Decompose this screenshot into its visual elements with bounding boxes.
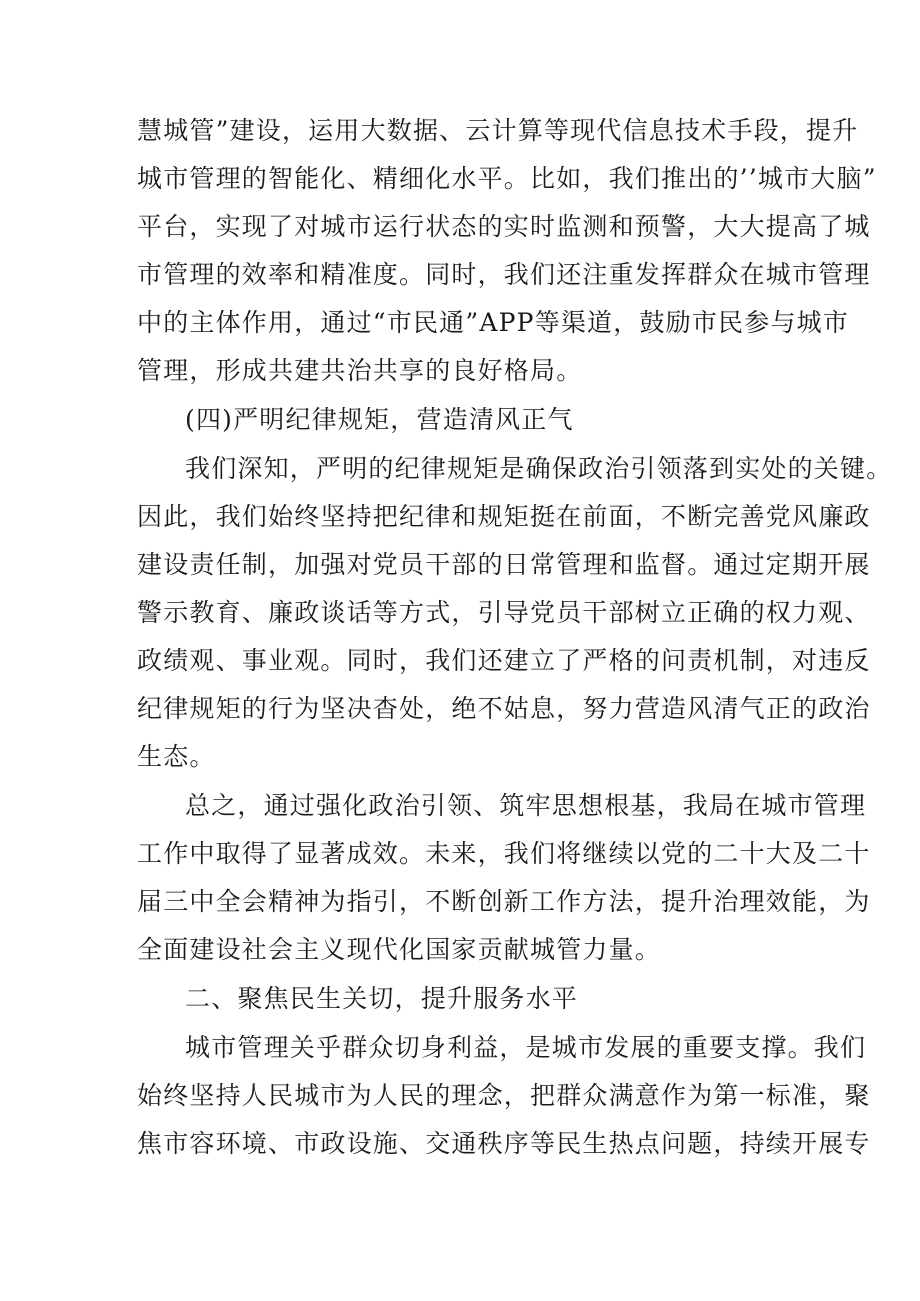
text-line: 中的主体作用，通过“市民通”APP等渠道，鼓励市民参与城市	[137, 308, 850, 337]
text-line: 届三中全会精神为指引，不断创新工作方法，提升治理效能，为	[137, 887, 871, 916]
text-line: 始终坚持人民城市为人民的理念，把群众满意作为第一标准，聚	[137, 1081, 871, 1110]
text-line: 纪律规矩的行为坚决杳处，绝不姑息，努力营造风清气正的政治	[137, 694, 871, 723]
text-line: 政绩观、事业观。同时，我们还建立了严格的问责机制，对违反	[137, 646, 871, 675]
text-line: 警示教育、廉政谈话等方式，引导党员干部树立正确的权力观、	[137, 598, 871, 627]
text-line: 工作中取得了显著成效。未来，我们将继续以党的二十大及二十	[137, 839, 871, 868]
paragraph-first-line: 城市管理关乎群众切身利益，是城市发展的重要支撑。我们	[185, 1033, 867, 1062]
text-line: 市管理的效率和精准度。同时，我们还注重发挥群众在城市管理	[137, 260, 871, 289]
text-line: 焦市容环境、市政设施、交通秩序等民生热点问题，持续开展专	[137, 1129, 871, 1158]
text-line: 管理，形成共建共治共享的良好格局。	[137, 356, 583, 385]
text-line: 平台，实现了对城市运行状态的实时监测和预警，大大提高了城	[137, 212, 871, 241]
paragraph-first-line: 我们深知，严明的纪律规矩是确保政治引领落到实处的关键。	[185, 454, 893, 483]
text-line: 慧城管”建设，运用大数据、云计算等现代信息技术手段，提升	[137, 116, 859, 145]
paragraph-first-line: 总之，通过强化政治引领、筑牢思想根基，我局在城市管理	[185, 791, 867, 820]
section-heading: (四)严明纪律规矩，营造清风正气	[185, 405, 574, 434]
text-line: 因此，我们始终坚持把纪律和规矩挺在前面，不断完善党风廉政	[137, 502, 871, 531]
text-line: 建设责任制，加强对党员干部的日常管理和监督。通过定期开展	[137, 550, 871, 579]
section-heading: 二、聚焦民生关切，提升服务水平	[185, 984, 579, 1013]
text-line: 城市管理的智能化、精细化水平。比如，我们推出的’’城市大脑”	[137, 164, 877, 193]
text-line: 全面建设社会主义现代化国家贡献城管力量。	[137, 935, 662, 964]
text-line: 生态。	[137, 742, 216, 771]
